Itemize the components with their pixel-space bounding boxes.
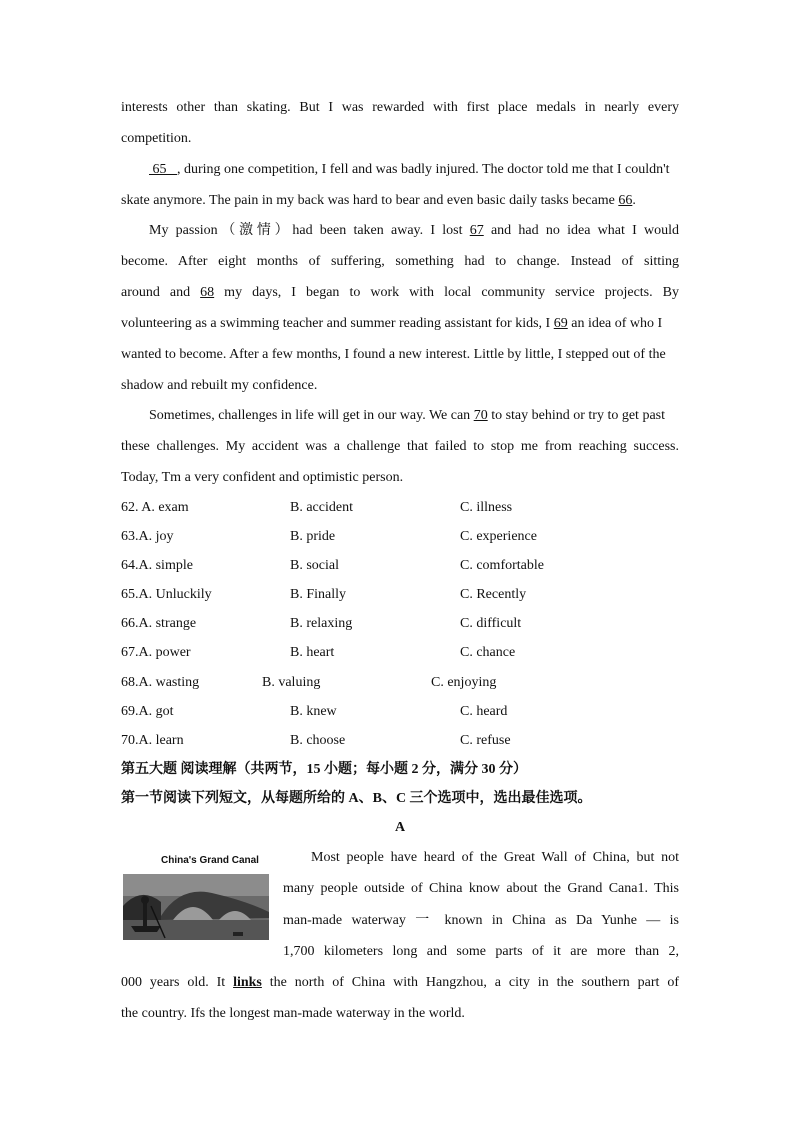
passage-a-line: man-made waterway 一 known in China as Da Yunhe — is xyxy=(283,913,679,928)
option-c: C. difficult xyxy=(460,616,522,631)
option-b: B. pride xyxy=(290,529,336,544)
passage-line: volunteering as a swimming teacher and summer reading assistant for kids, I 69 an idea of who I xyxy=(121,316,663,331)
passage-a-line: 000 years old. It links the north of China with Hangzhou, a city in the southern part of xyxy=(121,975,680,990)
passage-label: A xyxy=(394,820,406,835)
option-c: C. refuse xyxy=(460,733,511,748)
blank-67: 67 xyxy=(469,223,484,238)
passage-line: 65 , during one competition, I fell and was badly injured. The doctor told me that I couldn't xyxy=(149,160,679,180)
grand-canal-photo xyxy=(121,846,271,942)
blank-69: 69 xyxy=(553,316,568,331)
passage-line: wanted to become. After a few months, I found a new interest. Little by little, I stepped out of the xyxy=(121,347,666,362)
passage-line: Sometimes, challenges in life will get in our way. We can 70 to stay behind or try to get past xyxy=(149,408,665,423)
blank-65: 65 xyxy=(152,162,167,177)
image-caption: China's Grand Canal xyxy=(161,855,259,866)
option-c: C. enjoying xyxy=(431,675,497,690)
blank-70: 70 xyxy=(473,408,488,423)
passage-line: skate anymore. The pain in my back was hard to bear and even basic daily tasks became 66. xyxy=(121,193,636,208)
option-a: 65.A. Unluckily xyxy=(121,587,212,602)
passage-line: become. After eight months of suffering, something had to change. Instead of sitting xyxy=(121,254,679,269)
passage-line: My passion（激情）had been taken away. I lost 67 and had no idea what I would xyxy=(149,223,679,238)
option-b: B. accident xyxy=(290,500,353,515)
option-b: B. social xyxy=(290,558,339,573)
option-a: 63.A. joy xyxy=(121,529,174,544)
blank-68: 68 xyxy=(200,285,215,300)
option-a: 70.A. learn xyxy=(121,733,184,748)
passage-line: around and 68 my days, I began to work with local community service projects. By xyxy=(121,285,679,300)
option-b: B. Finally xyxy=(290,587,347,602)
option-a: 69.A. got xyxy=(121,704,174,719)
option-b: B. valuing xyxy=(262,675,321,690)
passage-line: shadow and rebuilt my confidence. xyxy=(121,378,318,393)
section-instruction: 第一节阅读下列短文，从每题所给的 A、B、C 三个选项中，选出最佳选项。 xyxy=(121,791,592,806)
passage-line: interests other than skating. But I was rewarded with first place medals in nearly every xyxy=(121,100,679,115)
passage-a-line: 1,700 kilometers long and some parts of it are more than 2, xyxy=(283,944,679,959)
option-b: B. choose xyxy=(290,733,346,748)
section-title: 第五大题 阅读理解（共两节，15 小题；每小题 2 分，满分 30 分） xyxy=(121,762,527,777)
option-a: 66.A. strange xyxy=(121,616,197,631)
option-a: 62. A. exam xyxy=(121,500,189,515)
option-b: B. relaxing xyxy=(290,616,353,631)
option-c: C. illness xyxy=(460,500,513,515)
blank-66: 66 xyxy=(618,193,633,208)
option-c: C. heard xyxy=(460,704,508,719)
passage-line: Today, Tm a very confident and optimistic person. xyxy=(121,470,404,485)
option-c: C. chance xyxy=(460,645,516,660)
passage-line: these challenges. My accident was a challenge that failed to stop me from reaching success. xyxy=(121,439,679,454)
option-c: C. experience xyxy=(460,529,537,544)
option-b: B. knew xyxy=(290,704,337,719)
option-c: C. Recently xyxy=(460,587,527,602)
keyword-links: links xyxy=(233,975,262,990)
option-b: B. heart xyxy=(290,645,335,660)
option-a: 68.A. wasting xyxy=(121,675,200,690)
passage-a-line: many people outside of China know about the Grand Cana1. This xyxy=(283,881,679,896)
passage-a-line: the country. Ifs the longest man-made waterway in the world. xyxy=(121,1006,465,1021)
passage-line: competition. xyxy=(121,131,192,146)
option-a: 67.A. power xyxy=(121,645,191,660)
option-a: 64.A. simple xyxy=(121,558,193,573)
passage-a-line: Most people have heard of the Great Wall of China, but not xyxy=(311,850,679,865)
option-c: C. comfortable xyxy=(460,558,544,573)
